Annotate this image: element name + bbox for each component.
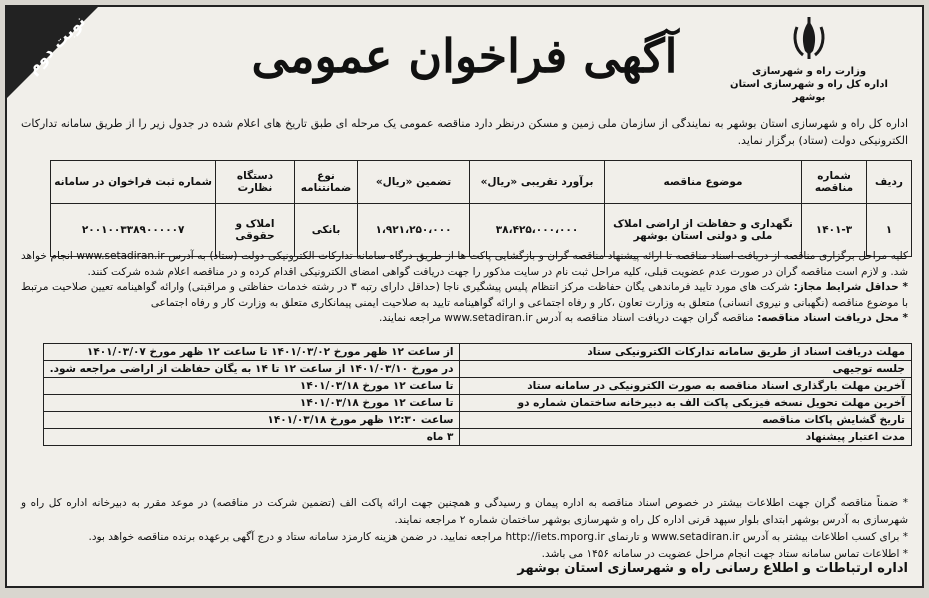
cell-guarantee-type: بانکی <box>295 204 358 257</box>
notice-page <box>5 5 924 588</box>
note-item: * ضمناً مناقصه گران جهت اطلاعات بیشتر در خصوص اسناد مناقصه به اداره پیمان و رسیدگی و همچنین جهت ارائه پاکت الف (تضمین شرکت در مناقصه) در موعد مقرر به دبیرخانه اداره کل راه و شهرسازی به آدرس بوشهر ابتدای بلوار سپهد قرنی اداره کل راه و شهرسازی بوشهر ساختمان شماره ۲ مراجعه نمایند. <box>21 497 908 526</box>
rules-paragraph-documents <box>21 311 908 327</box>
col-header-guarantee-type: نوع ضمانتنامه <box>295 161 358 204</box>
footer-signature: اداره ارتباطات و اطلاع رسانی راه و شهرسازی استان بوشهر <box>517 561 908 576</box>
schedule-label: مهلت دریافت اسناد از طریق سامانه تدارکات الکترونیکی ستاد <box>460 344 912 361</box>
cell-registration-no: ۲۰۰۱۰۰۳۳۸۹۰۰۰۰۰۷ <box>51 204 216 257</box>
schedule-row <box>43 395 911 412</box>
note-item: * برای کسب اطلاعات بیشتر به آدرس www.setadiran.ir و تارنمای http://iets.mporg.ir مراجعه نمایید. در ضمن هزینه کارمزد سامانه ستاد و درج آگهی برعهده برنده مناقصه خواهد بود. <box>88 531 908 543</box>
iran-emblem-icon <box>789 17 829 61</box>
department-name: اداره کل راه و شهرسازی استان بوشهر <box>730 79 888 103</box>
schedule-value: در مورخ ۱۴۰۱/۰۳/۱۰ از ساعت ۱۲ تا ۱۴ به یگان حفاظت از اراضی مراجعه شود. <box>43 361 460 378</box>
schedule-row <box>43 412 911 429</box>
schedule-value: تا ساعت ۱۲ مورخ ۱۴۰۱/۰۳/۱۸ <box>43 378 460 395</box>
cell-subject: نگهداری و حفاظت از اراضی املاک ملی و دولتی استان بوشهر <box>605 204 802 257</box>
requirements-text: شرکت های مورد تایید فرماندهی یگان حفاظت مرکز انتظام پلیس پیشگیری ناجا (حداقل دارای رتبه ۳ در رشته خدمات حفاظتی و مراقبتی) وارائه گواهینامه تعیین صلاحیت مرتبط با موضوع مناقصه (نگهبانی و نیروی انسانی) متعلق به وزارت تعاون ،کار و رفاه اجتماعی و ارائه گواهینامه تایید به صلاحیت ایمنی پیمانکاری متعلق به وزارت کار و رفاه اجتماعی <box>21 281 908 309</box>
tender-table <box>50 160 912 257</box>
schedule-label: تاریخ گشایش پاکات مناقصه <box>460 412 912 429</box>
schedule-value: از ساعت ۱۲ ظهر مورخ ۱۴۰۱/۰۳/۰۲ تا ساعت ۱۲ ظهر مورخ ۱۴۰۱/۰۳/۰۷ <box>43 344 460 361</box>
cell-guarantee: ۱،۹۲۱،۲۵۰،۰۰۰ <box>358 204 470 257</box>
documents-text: مناقصه گران جهت دریافت اسناد مناقصه به آدرس www.setadiran.ir مراجعه نمایند. <box>378 312 758 324</box>
schedule-row <box>43 429 911 446</box>
rules-paragraph-process: کلیه مراحل برگزاری مناقصه از دریافت اسناد مناقصه تا ارائه پیشنهاد مناقصه گران و بازگشایی پاکت ها از طریق درگاه سامانه تدارکات الکترونیکی دولت (ستاد) به آدرس www.setadiran.ir انجام خواهد شد. و لازم است مناقصه گران در صورت عدم عضویت قبلی، کلیه مراحل ثبت نام در سایت مذکور را جهت دریافت گواهی امضای الکترونیکی اقدام کرده و در مناقصه اعلام شده شرکت کنند. <box>21 250 909 278</box>
schedule-value: ساعت ۱۲:۳۰ ظهر مورخ ۱۴۰۱/۰۳/۱۸ <box>43 412 460 429</box>
schedule-table <box>43 343 912 446</box>
notes-section <box>21 495 908 563</box>
header-logo-block <box>714 17 904 104</box>
cell-supervisor: املاک و حقوقی <box>216 204 295 257</box>
rules-paragraph-requirements <box>21 280 908 311</box>
schedule-label: آخرین مهلت تحویل نسخه فیزیکی پاکت الف به دبیرخانه ساختمان شماره دو <box>460 395 912 412</box>
ministry-name: وزارت راه و شهرسازی <box>751 66 867 77</box>
page-title: آگهی فراخوان عمومی <box>251 29 678 83</box>
cell-estimate: ۳۸،۴۲۵،۰۰۰،۰۰۰ <box>470 204 605 257</box>
schedule-label: جلسه توجیهی <box>460 361 912 378</box>
tender-table-header <box>51 161 912 204</box>
cell-row-no: ۱ <box>867 204 912 257</box>
schedule-value: ۳ ماه <box>43 429 460 446</box>
col-header-tender-no: شماره مناقصه <box>802 161 867 204</box>
corner-label: نوبت دوم <box>22 11 90 78</box>
col-header-row-no: ردیف <box>867 161 912 204</box>
col-header-estimate: برآورد تقریبی «ریال» <box>470 161 605 204</box>
col-header-subject: موضوع مناقصه <box>605 161 802 204</box>
schedule-row <box>43 361 911 378</box>
schedule-row <box>43 344 911 361</box>
schedule-label: آخرین مهلت بارگذاری اسناد مناقصه به صورت الکترونیکی در سامانه ستاد <box>460 378 912 395</box>
documents-label: * محل دریافت اسناد مناقصه: <box>757 312 908 324</box>
rules-section <box>21 249 908 327</box>
schedule-value: تا ساعت ۱۲ مورخ ۱۴۰۱/۰۳/۱۸ <box>43 395 460 412</box>
cell-tender-no: ۱۴۰۱-۳ <box>802 204 867 257</box>
col-header-guarantee: تضمین «ریال» <box>358 161 470 204</box>
schedule-row <box>43 378 911 395</box>
requirements-label: * حداقل شرایط مجاز: <box>793 281 908 293</box>
schedule-label: مدت اعتبار پیشنهاد <box>460 429 912 446</box>
note-item: * اطلاعات تماس سامانه ستاد جهت انجام مراحل عضویت در سامانه ۱۴۵۶ می باشد. <box>541 548 908 560</box>
col-header-supervisor: دستگاه نظارت <box>216 161 295 204</box>
col-header-registration-no: شماره ثبت فراخوان در سامانه <box>51 161 216 204</box>
intro-paragraph: اداره کل راه و شهرسازی استان بوشهر به نمایندگی از سازمان ملی زمین و مسکن درنظر دارد مناقصه عمومی یک مرحله ای طبق تاریخ های اعلام شده در جدول زیر را از طریق سامانه تدارکات الکترونیکی دولت (ستاد) برگزار نماید. <box>21 117 908 147</box>
